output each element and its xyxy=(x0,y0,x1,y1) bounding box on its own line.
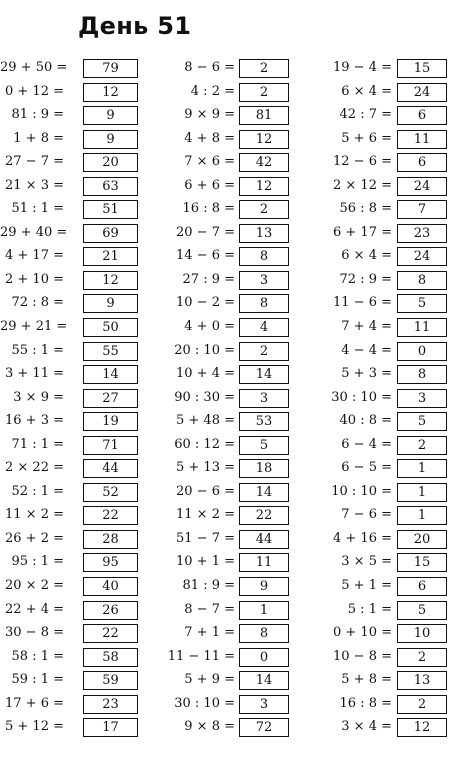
problem-expression: 8 − 6 = xyxy=(184,60,235,75)
answer-box: 2 xyxy=(239,83,289,102)
answer-box: 3 xyxy=(239,271,289,290)
answer-box: 5 xyxy=(397,412,447,431)
answer-box: 11 xyxy=(239,553,289,572)
problem-expression: 26 + 2 = xyxy=(5,530,64,546)
answer-box: 11 xyxy=(397,130,447,149)
problem-expression: 52 : 1 = xyxy=(11,483,64,499)
problem-expression: 20 − 7 = xyxy=(176,224,235,240)
problem-expression: 0 + 12 = xyxy=(5,83,64,99)
answer-box: 5 xyxy=(397,601,447,620)
answer-box: 14 xyxy=(239,483,289,502)
problem-expression: 6 − 4 = xyxy=(341,436,392,452)
problem-expression: 20 − 6 = xyxy=(176,483,235,499)
problem-expression: 5 : 1 = xyxy=(347,601,392,617)
answer-box: 72 xyxy=(239,718,289,737)
problem-expression: 7 + 4 = xyxy=(341,319,392,335)
problem-expression: 22 + 4 = xyxy=(5,601,64,617)
answer-box: 9 xyxy=(83,130,138,149)
answer-box: 8 xyxy=(239,624,289,643)
problem-expression: 19 − 4 = xyxy=(333,60,392,75)
answer-box: 22 xyxy=(83,506,138,525)
answer-box: 58 xyxy=(83,648,138,667)
answer-box: 15 xyxy=(397,553,447,572)
answer-box: 95 xyxy=(83,553,138,572)
answer-box: 18 xyxy=(239,459,289,478)
problem-expression: 3 + 11 = xyxy=(5,366,64,382)
problem-expression: 81 : 9 = xyxy=(11,107,64,123)
problem-expression: 21 × 3 = xyxy=(5,177,64,193)
answer-box: 7 xyxy=(397,200,447,219)
problem-expression: 59 : 1 = xyxy=(11,672,64,688)
problem-expression: 6 × 4 = xyxy=(341,248,392,264)
problem-expression: 5 + 48 = xyxy=(176,413,235,429)
answer-box: 20 xyxy=(397,530,447,549)
problem-expression: 4 + 17 = xyxy=(5,248,64,264)
problem-expression: 27 − 7 = xyxy=(5,154,64,170)
problem-expression: 29 + 40 = xyxy=(0,224,68,240)
problem-expression: 60 : 12 = xyxy=(174,436,235,452)
problem-expression: 5 + 3 = xyxy=(341,366,392,382)
page-title: День 51 xyxy=(78,12,192,40)
answer-box: 2 xyxy=(397,436,447,455)
problem-expression: 9 × 8 = xyxy=(184,719,235,735)
answer-box: 12 xyxy=(83,83,138,102)
answer-box: 14 xyxy=(239,365,289,384)
problem-expression: 27 : 9 = xyxy=(182,271,235,287)
problem-expression: 6 + 6 = xyxy=(184,177,235,193)
problem-expression: 5 + 8 = xyxy=(341,672,392,688)
answer-box: 44 xyxy=(239,530,289,549)
problem-expression: 42 : 7 = xyxy=(339,107,392,123)
answer-box: 9 xyxy=(83,294,138,313)
answer-box: 50 xyxy=(83,318,138,337)
problem-expression: 72 : 9 = xyxy=(339,271,392,287)
answer-box: 1 xyxy=(239,601,289,620)
problem-expression: 10 : 10 = xyxy=(331,483,392,499)
answer-box: 40 xyxy=(83,577,138,596)
answer-box: 6 xyxy=(397,577,447,596)
answer-box: 79 xyxy=(83,59,138,78)
answer-box: 2 xyxy=(239,59,289,78)
problem-expression: 9 × 9 = xyxy=(184,107,235,123)
answer-box: 8 xyxy=(239,247,289,266)
problem-expression: 30 − 8 = xyxy=(5,625,64,641)
answer-box: 14 xyxy=(83,365,138,384)
problem-expression: 6 + 17 = xyxy=(333,224,392,240)
problem-expression: 5 + 6 = xyxy=(341,130,392,146)
answer-box: 0 xyxy=(239,648,289,667)
problem-expression: 2 + 10 = xyxy=(5,271,64,287)
problem-expression: 17 + 6 = xyxy=(5,695,64,711)
answer-box: 15 xyxy=(397,59,447,78)
problem-expression: 8 − 7 = xyxy=(184,601,235,617)
answer-box: 14 xyxy=(239,671,289,690)
answer-box: 12 xyxy=(397,718,447,737)
problem-expression: 20 : 10 = xyxy=(174,342,235,358)
problem-expression: 30 : 10 = xyxy=(331,389,392,405)
answer-box: 6 xyxy=(397,106,447,125)
answer-box: 26 xyxy=(83,601,138,620)
problem-expression: 72 : 8 = xyxy=(11,295,64,311)
answer-box: 13 xyxy=(239,224,289,243)
answer-box: 2 xyxy=(397,648,447,667)
problem-expression: 5 + 12 = xyxy=(5,719,64,735)
answer-box: 17 xyxy=(83,718,138,737)
problem-expression: 55 : 1 = xyxy=(11,342,64,358)
problem-expression: 4 + 16 = xyxy=(333,530,392,546)
answer-box: 12 xyxy=(83,271,138,290)
answer-box: 5 xyxy=(397,294,447,313)
answer-box: 2 xyxy=(239,200,289,219)
problem-expression: 5 + 9 = xyxy=(184,672,235,688)
answer-box: 8 xyxy=(397,271,447,290)
answer-box: 44 xyxy=(83,459,138,478)
problem-expression: 5 + 1 = xyxy=(341,578,392,594)
problem-expression: 7 × 6 = xyxy=(184,154,235,170)
answer-box: 28 xyxy=(83,530,138,549)
problem-expression: 11 − 11 = xyxy=(167,648,235,664)
problem-expression: 7 − 6 = xyxy=(341,507,392,523)
problem-expression: 0 + 10 = xyxy=(333,625,392,641)
problem-expression: 16 + 3 = xyxy=(5,413,64,429)
problem-expression: 16 : 8 = xyxy=(339,695,392,711)
problem-expression: 56 : 8 = xyxy=(339,201,392,217)
answer-box: 3 xyxy=(397,389,447,408)
answer-box: 1 xyxy=(397,483,447,502)
answer-box: 53 xyxy=(239,412,289,431)
problem-expression: 4 + 0 = xyxy=(184,319,235,335)
answer-box: 81 xyxy=(239,106,289,125)
answer-box: 21 xyxy=(83,247,138,266)
answer-box: 0 xyxy=(397,342,447,361)
problem-expression: 51 : 1 = xyxy=(11,201,64,217)
problem-expression: 90 : 30 = xyxy=(174,389,235,405)
answer-box: 2 xyxy=(397,695,447,714)
answer-box: 63 xyxy=(83,177,138,196)
problem-expression: 3 × 5 = xyxy=(341,554,392,570)
problem-expression: 10 + 1 = xyxy=(176,554,235,570)
answer-box: 12 xyxy=(239,177,289,196)
answer-box: 55 xyxy=(83,342,138,361)
answer-box: 24 xyxy=(397,83,447,102)
answer-box: 6 xyxy=(397,153,447,172)
problem-expression: 3 × 9 = xyxy=(13,389,64,405)
problem-expression: 14 − 6 = xyxy=(176,248,235,264)
problem-expression: 40 : 8 = xyxy=(339,413,392,429)
answer-box: 5 xyxy=(239,436,289,455)
problem-expression: 10 + 4 = xyxy=(176,366,235,382)
problem-expression: 29 + 21 = xyxy=(0,319,68,335)
problem-expression: 3 × 4 = xyxy=(341,719,392,735)
answer-box: 12 xyxy=(239,130,289,149)
answer-box: 42 xyxy=(239,153,289,172)
problem-expression: 30 : 10 = xyxy=(174,695,235,711)
answer-box: 19 xyxy=(83,412,138,431)
answer-box: 24 xyxy=(397,247,447,266)
answer-box: 52 xyxy=(83,483,138,502)
problem-expression: 11 − 6 = xyxy=(333,295,392,311)
problem-expression: 20 × 2 = xyxy=(5,578,64,594)
answer-box: 51 xyxy=(83,200,138,219)
answer-box: 2 xyxy=(239,342,289,361)
problem-expression: 58 : 1 = xyxy=(11,648,64,664)
answer-box: 22 xyxy=(239,506,289,525)
answer-box: 69 xyxy=(83,224,138,243)
problem-expression: 4 : 2 = xyxy=(190,83,235,99)
problem-expression: 1 + 8 = xyxy=(13,130,64,146)
answer-box: 9 xyxy=(239,577,289,596)
answer-box: 8 xyxy=(397,365,447,384)
answer-box: 27 xyxy=(83,389,138,408)
problem-expression: 12 − 6 = xyxy=(333,154,392,170)
problem-expression: 16 : 8 = xyxy=(182,201,235,217)
answer-box: 8 xyxy=(239,294,289,313)
answer-box: 13 xyxy=(397,671,447,690)
answer-box: 22 xyxy=(83,624,138,643)
answer-box: 11 xyxy=(397,318,447,337)
problem-expression: 81 : 9 = xyxy=(182,578,235,594)
problem-expression: 11 × 2 = xyxy=(5,507,64,523)
answer-box: 71 xyxy=(83,436,138,455)
answer-box: 10 xyxy=(397,624,447,643)
problem-expression: 5 + 13 = xyxy=(176,460,235,476)
problem-expression: 10 − 8 = xyxy=(333,648,392,664)
problem-expression: 2 × 12 = xyxy=(333,177,392,193)
problem-expression: 6 − 5 = xyxy=(341,460,392,476)
problem-expression: 4 + 8 = xyxy=(184,130,235,146)
problem-expression: 11 × 2 = xyxy=(176,507,235,523)
problem-expression: 4 − 4 = xyxy=(341,342,392,358)
answer-box: 3 xyxy=(239,389,289,408)
answer-box: 23 xyxy=(397,224,447,243)
problem-expression: 6 × 4 = xyxy=(341,83,392,99)
answer-box: 59 xyxy=(83,671,138,690)
answer-box: 1 xyxy=(397,506,447,525)
problem-expression: 7 + 1 = xyxy=(184,625,235,641)
problem-expression: 51 − 7 = xyxy=(176,530,235,546)
answer-box: 20 xyxy=(83,153,138,172)
answer-box: 4 xyxy=(239,318,289,337)
answer-box: 9 xyxy=(83,106,138,125)
problem-expression: 29 + 50 = xyxy=(0,60,68,75)
answer-box: 23 xyxy=(83,695,138,714)
answer-box: 1 xyxy=(397,459,447,478)
problem-expression: 71 : 1 = xyxy=(11,436,64,452)
problem-expression: 95 : 1 = xyxy=(11,554,64,570)
answer-box: 24 xyxy=(397,177,447,196)
answer-box: 3 xyxy=(239,695,289,714)
problem-expression: 10 − 2 = xyxy=(176,295,235,311)
problem-expression: 2 × 22 = xyxy=(5,460,64,476)
